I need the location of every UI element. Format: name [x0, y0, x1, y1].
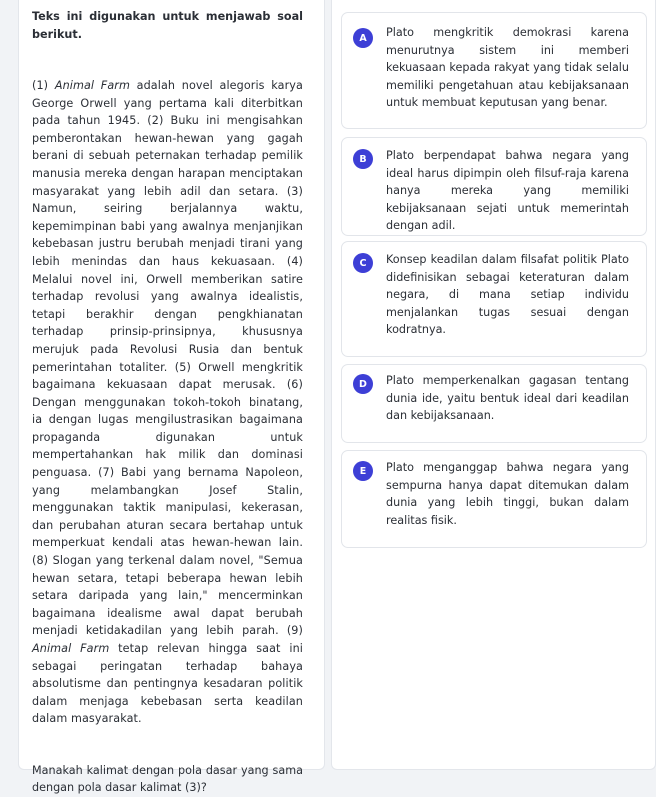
passage-book-title: Animal Farm: [54, 79, 130, 92]
option-a[interactable]: [341, 12, 647, 129]
option-b-text: Plato berpendapat bahwa negara yang ideal harus dipimpin oleh filsuf-raja karena hanya mereka yang memiliki kebijaksanaan sejati untuk memerintah dengan adil.: [386, 149, 629, 233]
option-a-badge: A: [353, 28, 373, 48]
option-c-text: Konsep keadilan dalam filsafat politik Plato didefinisikan sebagai keteraturan dalam negara, di mana setiap individu menjalankan tugas sesuai dengan kodratnya.: [386, 253, 629, 337]
option-a-text: Plato mengkritik demokrasi karena menurutnya sistem ini memberi kekuasaan kepada rakyat yang tidak selalu memiliki pengetahuan atau kebijaksanaan untuk membuat keputusan yang benar.: [386, 26, 629, 110]
option-e[interactable]: [341, 450, 647, 548]
option-d[interactable]: [341, 364, 647, 443]
option-d-text: Plato memperkenalkan gagasan tentang dunia ide, yaitu bentuk ideal dari keadilan dan kebijaksanaan.: [386, 374, 629, 423]
option-b[interactable]: [341, 137, 647, 236]
passage-text: [32, 77, 303, 728]
passage-book-title-2: Animal Farm: [32, 642, 110, 655]
passage-ending: tetap relevan hingga saat ini sebagai peringatan terhadap bahaya absolutisme dan pentingnya kesadaran politik dalam menjaga kebebasan serta keadilan dalam masyarakat.: [32, 642, 303, 726]
option-c[interactable]: [341, 241, 647, 357]
option-e-text: Plato menganggap bahwa negara yang sempurna hanya dapat ditemukan dalam dunia yang lebih tinggi, bukan dalam realitas fisik.: [386, 461, 629, 527]
options-panel: [331, 0, 656, 770]
passage-body: adalah novel alegoris karya George Orwell yang pertama kali diterbitkan pada tahun 1945. (2) Buku ini mengisahkan pemberontakan hewan-hewan yang gagah berani di sebuah peternakan terhadap pemilik manusia mereka dengan harapan menciptakan masyarakat yang lebih adil dan setara. (3) Namun, seiring berjalannya waktu, kepemimpinan babi yang awalnya menjanjikan kebebasan justru berubah menjadi tirani yang lebih menindas dan haus kekuasaan. (4) Melalui novel ini, Orwell memberikan satire terhadap revolusi yang awalnya idealistis, tetapi berakhir dengan pengkhianatan terhadap prinsip-prinsipnya, khususnya merujuk pada Revolusi Rusia dan bentuk pemerintahan totaliter. (5) Orwell mengkritik bagaimana kekuasaan dapat merusak. (6) Dengan menggunakan tokoh-tokoh binatang, ia dengan lugas mengilustrasikan bagaimana propaganda digunakan untuk mempertahankan hak milik dan dominasi penguasa. (7) Babi yang bernama Napoleon, yang melambangkan Josef Stalin, menggunakan taktik manipulasi, kekerasan, dan perubahan aturan secara bertahap untuk memperkuat kendali atas hewan-hewan lain. (8) Slogan yang terkenal dalam novel, "Semua hewan setara, tetapi beberapa hewan lebih setara daripada yang lain," mencerminkan bagaimana idealisme awal dapat berubah menjadi ketidakadilan yang lebih parah. (9): [32, 79, 303, 638]
question-text: Manakah kalimat dengan pola dasar yang sama dengan pola dasar kalimat (3)?: [32, 763, 303, 795]
option-b-badge: B: [353, 149, 373, 169]
instruction-text: Teks ini digunakan untuk menjawab soal berikut.: [32, 10, 303, 41]
passage-s1-pre: (1): [32, 79, 55, 92]
option-c-badge: C: [353, 253, 373, 273]
passage-panel: [18, 0, 325, 795]
option-e-badge: E: [353, 461, 373, 481]
option-d-badge: D: [353, 374, 373, 394]
